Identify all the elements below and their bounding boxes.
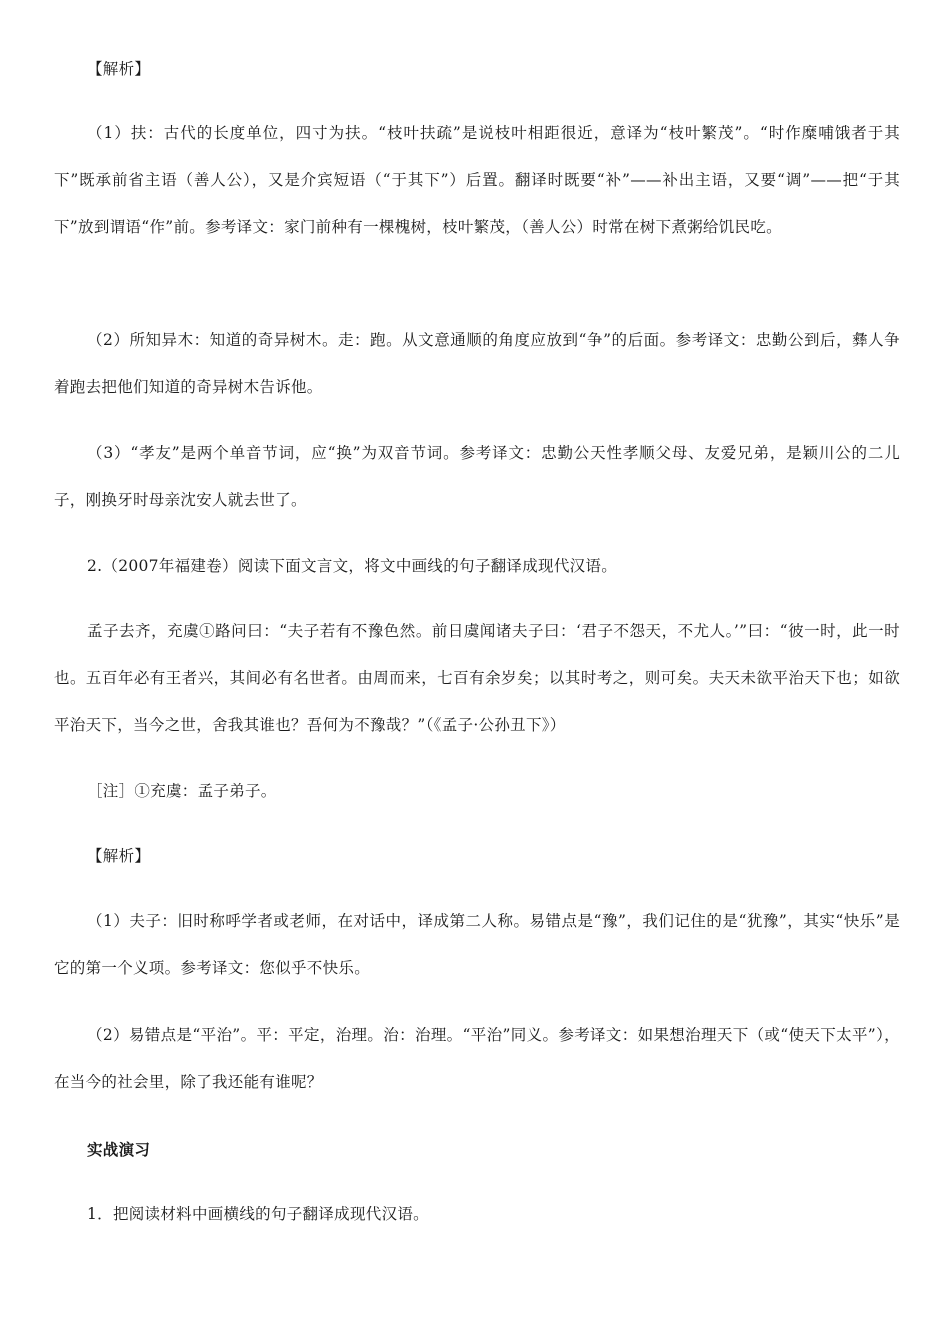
analysis-paragraph xyxy=(54,110,900,251)
analysis-heading xyxy=(54,46,900,93)
analysis-item-3: （3）“孝友”是两个单音节词，应“换”为双音节词。参考译文：忠勤公天性孝顺父母、友爱兄弟，是颖川公的二儿子，刚换牙时母亲沈安人就去世了。 xyxy=(54,444,900,509)
analysis-paragraph xyxy=(54,1012,900,1106)
analysis-item-2: （2）所知异木：知道的奇异树木。走：跑。从文意通顺的角度应放到“争”的后面。参考译文：忠勤公到后，彝人争着跑去把他们知道的奇异树木告诉他。 xyxy=(54,331,900,396)
section-heading-block xyxy=(54,1126,900,1173)
analysis-paragraph xyxy=(54,430,900,524)
annotation-note: ［注］①充虞：孟子弟子。 xyxy=(87,782,277,800)
analysis-paragraph xyxy=(54,317,900,411)
analysis-heading xyxy=(54,833,900,880)
section-heading: 实战演习 xyxy=(87,1140,151,1159)
analysis-item-2: （2）易错点是“平治”。平：平定，治理。治：治理。“平治”同义。参考译文：如果想治理天下（或“使天下太平”），在当今的社会里，除了我还能有谁呢？ xyxy=(54,1026,900,1091)
exercise-1-prompt: 1．把阅读材料中画横线的句子翻译成现代汉语。 xyxy=(87,1205,429,1223)
classical-passage: 孟子去齐，充虞①路问曰：“夫子若有不豫色然。前日虞闻诸夫子曰：‘君子不怨天，不尤人。’”曰：“彼一时，此一时也。五百年必有王者兴，其间必有名世者。由周而来，七百有余岁矣；以其时考之，则可矣。夫天未欲平治天下也；如欲平治天下，当今之世，舍我其谁也？吾何为不豫哉？”（《孟子·公孙丑下》） xyxy=(54,622,900,734)
analysis-label: 【解析】 xyxy=(87,847,151,865)
question-block xyxy=(54,543,900,590)
note-block xyxy=(54,768,900,815)
analysis-item-1: （1）夫子：旧时称呼学者或老师，在对话中，译成第二人称。易错点是“豫”，我们记住的是“犹豫”，其实“快乐”是它的第一个义项。参考译文：您似乎不快乐。 xyxy=(54,912,900,977)
passage-block xyxy=(54,608,900,749)
analysis-paragraph xyxy=(54,898,900,992)
analysis-item-1: （1）扶：古代的长度单位，四寸为扶。“枝叶扶疏”是说枝叶相距很近，意译为“枝叶繁茂”。“时作糜哺饿者于其下”既承前省主语（善人公），又是介宾短语（“于其下”）后置。翻译时既要“补”——补出主语，又要“调”——把“于其下”放到谓语“作”前。参考译文：家门前种有一棵槐树，枝叶繁茂，（善人公）时常在树下煮粥给饥民吃。 xyxy=(54,124,900,236)
question-2-prompt: 2.（2007年福建卷）阅读下面文言文，将文中画线的句子翻译成现代汉语。 xyxy=(87,557,618,575)
analysis-label: 【解析】 xyxy=(87,60,151,78)
exercise-block xyxy=(54,1191,900,1238)
